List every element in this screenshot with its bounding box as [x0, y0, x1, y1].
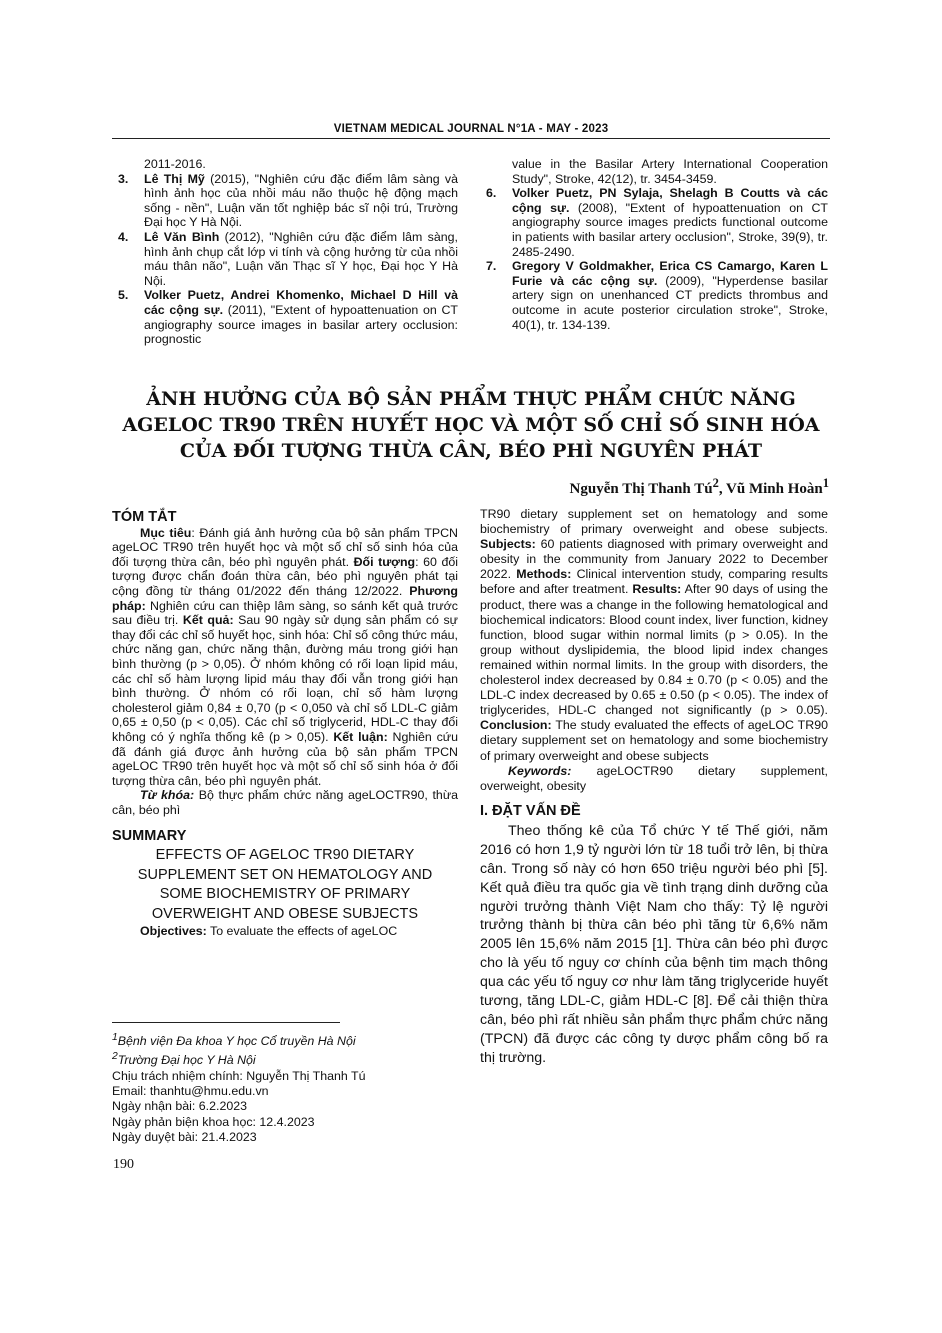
reference-3: 3. Lê Thị Mỹ (2015), "Nghiên cứu đặc điểm lâm sàng và hình ảnh học của nhồi máu não thuộc hệ động mạch sống - nền", Luận văn tốt nghiệp bác sĩ nội trú, Trường Đại học Y Hà Nội. — [118, 171, 458, 230]
references-left — [112, 157, 458, 347]
intro-heading: I. ĐẶT VẤN ĐỀ — [480, 802, 581, 819]
abstract-en — [480, 507, 828, 1068]
title-line: AGELOC TR90 TRÊN HUYẾT HỌC VÀ MỘT SỐ CHỈ SỐ SINH HÓA — [122, 414, 820, 436]
reference-continuation: 2011-2016. — [144, 157, 206, 171]
tomtat-heading: TÓM TẮT — [112, 509, 177, 525]
footnote-email: Email: thanhtu@hmu.edu.vn — [112, 1084, 269, 1099]
summary-heading: SUMMARY — [112, 828, 187, 845]
reference-continuation: value in the Basilar Artery International Cooperation Study", Stroke, 42(12), tr. 3454-3459. — [512, 157, 828, 186]
keywords-vi: Từ khóa: Bộ thực phẩm chức năng ageLOCTR90, thừa cân, béo phì — [112, 788, 459, 817]
footnote-reviewed: Ngày phản biện khoa học: 12.4.2023 — [112, 1114, 315, 1129]
author-affiliation: 2 — [712, 476, 719, 490]
intro-paragraph: Theo thống kê của Tổ chức Y tế Thế giới, năm 2016 có hơn 1,9 tỷ người lớn từ 18 tuổi trở lên, bị thừa cân. Trong số này có hơn 650 triệu người béo phì [5]. Kết quả điều tra quốc gia về tình trạng dinh dưỡng của người trưởng thành Việt Nam cho thấy: Tỷ lệ người trưởng thành bị thừa cân béo phì tăng từ 6,6% năm 2005 lên 15,6% năm 2015 [1]. Thừa cân béo phì được cho là yếu tố nguy cơ chính của bệnh tim mạch thông qua các yếu tố nguy cơ như làm tăng triglyceride huyết tương, tăng LDL-C, giảm HDL-C [8]. Để cải thiện thừa cân, béo phì rất nhiều sản phẩm thực phẩm chức năng (TPCN) đã được các công ty dược phẩm công bố ra thị trường. — [480, 822, 828, 1066]
references-right — [480, 157, 828, 332]
footnote-accepted: Ngày duyệt bài: 21.4.2023 — [112, 1130, 257, 1145]
author-name: Vũ Minh Hoàn — [726, 481, 823, 497]
title-line: ẢNH HƯỞNG CỦA BỘ SẢN PHẨM THỰC PHẨM CHỨC NĂNG — [146, 388, 796, 410]
footnote-rule — [112, 1022, 340, 1023]
reference-5: 5. Volker Puetz, Andrei Khomenko, Michael D Hill và các cộng sự. (2011), "Extent of hypoattenuation on CT angiography source images in basilar artery occlusion: prognostic — [118, 288, 458, 347]
keywords-en: Keywords: ageLOCTR90 dietary supplement, overweight, obesity — [480, 763, 828, 793]
page-number: 190 — [113, 1157, 134, 1172]
author-name: Nguyễn Thị Thanh Tú — [569, 481, 713, 497]
footnote-corresponding: Chịu trách nhiệm chính: Nguyễn Thị Thanh Tú — [112, 1068, 366, 1083]
header-rule — [112, 138, 830, 139]
author-affiliation: 1 — [822, 476, 829, 490]
reference-7: 7. Gregory V Goldmakher, Erica CS Camargo, Karen L Furie và các cộng sự. (2009), "Hyperdense basilar artery sign on unenhanced CT predicts thrombus and outcome in acute posterior circulation stroke", Stroke, 40(1), tr. 134-139. — [486, 259, 828, 332]
abstract-vi — [112, 510, 458, 939]
title-line: CỦA ĐỐI TƯỢNG THỪA CÂN, BÉO PHÌ NGUYÊN PHÁT — [179, 440, 763, 462]
abstract-vi-body: Mục tiêu: Đánh giá ảnh hưởng của bộ sản phẩm TPCN ageLOC TR90 trên huyết học và một số chỉ số sinh hóa của đối tượng thừa cân, béo phì nguyên phát. Đối tượng: 60 đối tượng được chẩn đoán thừa cân, béo phì nguyên phát tại cộng đồng từ tháng 01/2022 đến tháng 12/2022. Phương pháp: Nghiên cứu can thiệp lâm sàng, so sánh kết quả trước sau điều trị. Kết quả: Sau 90 ngày sử dụng sản phẩm có sự thay đổi các chỉ số huyết học, sinh hóa: Chỉ số công thức máu, chức năng gan, chức năng thận, đường máu trong giới hạn bình thường (p > 0,05). Ở nhóm không có rối loạn lipid máu, các chỉ số hàm lượng lipid máu thay đổi vẫn trong giới hạn bình thường. Ở nhóm có rối loạn, chỉ số hàm lượng cholesterol giảm 0,84 ± 0,70 (p < 0,050 và chỉ số LDL-C giảm 0,65 ± 0,50 (p < 0,05). Các chỉ số triglycerid, HDL-C thay đổi không có ý nghĩa thống kê (p > 0,05). Kết luận: Nghiên cứu đã đánh giá được ảnh hưởng của bộ sản phẩm TPCN ageLOC TR90 trên huyết học và một số chỉ số sinh hóa ở đối tượng thừa cân, béo phì nguyên phát. — [112, 525, 458, 788]
reference-4: 4. Lê Văn Bình (2012), "Nghiên cứu đặc điểm lâm sàng, hình ảnh chụp cắt lớp vi tính và cộng hưởng từ của nhồi máu thân não", Luận văn Thạc sĩ Y học, Đại học Y Hà Nội. — [118, 229, 458, 288]
summary-objectives: Objectives: To evaluate the effects of ageLOC — [140, 924, 398, 939]
article-title — [112, 386, 830, 464]
footnote-affiliation: $^2$Trường Đại học Y Hà Nội — [112, 1051, 256, 1068]
footnote-affiliation: $^1$Bệnh viện Đa khoa Y học Cổ truyền Hà Nội — [112, 1032, 356, 1049]
footnotes — [112, 1030, 458, 1145]
author-line: Nguyễn Thị Thanh $Tú^2$, Vũ Minh Hoàn$^1$ — [569, 476, 829, 497]
reference-6: 6. Volker Puetz, PN Sylaja, Shelagh B Coutts và các cộng sự. (2008), "Extent of hypoattenuation on CT angiography source images predicts functional outcome in patients with basilar artery occlusion", Stroke, 39(9), tr. 2485-2490. — [486, 186, 828, 259]
footnote-received: Ngày nhận bài: 6.2.2023 — [112, 1099, 248, 1114]
abstract-en-body: TR90 dietary supplement set on hematology and some biochemistry of primary overweight and obese subjects. Subjects: 60 patients diagnosed with primary overweight and obesity in the community from January 2022 to December 2022. Methods: Clinical intervention study, comparing results before and after treatment. Results: After 90 days of using the product, there was a change in the following hematological and biochemical indicators: Blood count index, liver function, kidney function, blood sugar within normal limits (p > 0.05). In the group without dyslipidemia, the blood lipid index changes remained within normal limits. In the group with disorders, the cholesterol index decreased by 0.84 ± 0.70 (p < 0.05) and the LDL-C index decreased by 0.65 ± 0.50 (p < 0.05). The index of triglycerides, HDL-C changed not significantly (p > 0.05). Conclusion: The study evaluated the effects of ageLOC TR90 dietary supplement set on hematology and some biochemistry of primary overweight and obese subjects — [480, 507, 828, 763]
summary-title: EFFECTS OF AGELOC TR90 DIETARY SUPPLEMENT SET ON HEMATOLOGY AND SOME BIOCHEMISTRY OF PRIMARY OVERWEIGHT AND OBESE SUBJECTS — [137, 847, 433, 922]
journal-header: VIETNAM MEDICAL JOURNAL N°1A - MAY - 2023 — [333, 123, 609, 135]
